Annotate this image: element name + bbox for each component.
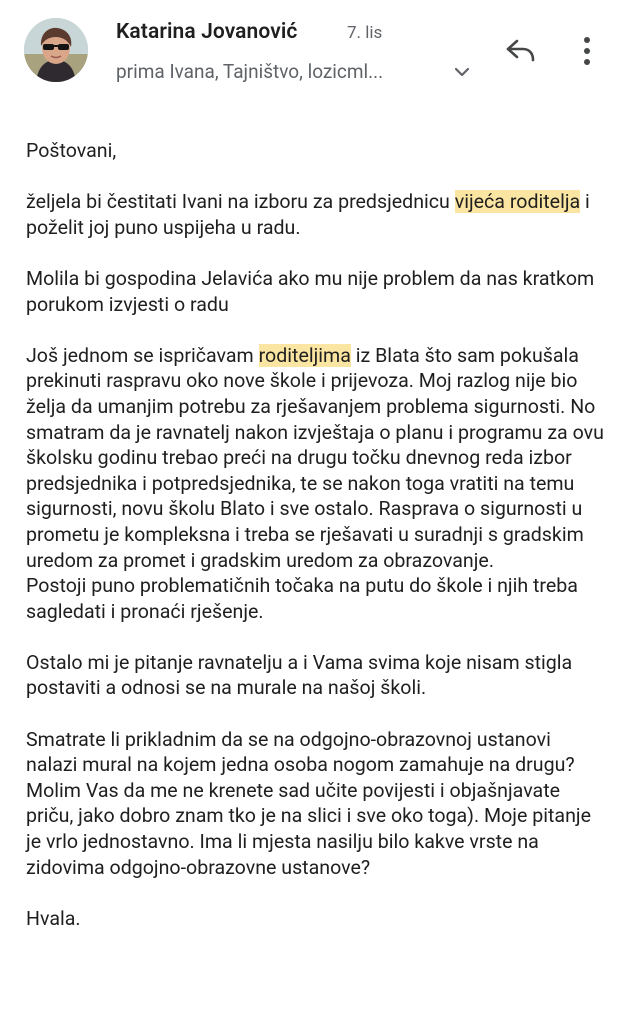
text: Još jednom se ispričavam [26,343,259,367]
text: i poželit joj puno uspijeha u radu. [26,190,590,239]
search-highlight: roditeljima [258,343,351,367]
avatar[interactable] [24,18,88,82]
sender-name[interactable]: Katarina Jovanović [116,20,298,44]
recipients-summary[interactable]: prima Ivana, Tajništvo, lozicml... [116,60,384,83]
paragraph-request: Molila bi gospodina Jelavića ako mu nije problem da nas kratkom porukom izvjesti o radu [26,266,595,316]
paragraph-congratulations [26,189,606,240]
greeting: Poštovani, [26,139,117,162]
search-highlight: vijeća roditelja [454,190,581,214]
paragraph-question [26,727,606,881]
text: Molim Vas da me ne krenete sad učite povijesti i objašnjavate priču, jako dobro znam tko je na slici i sve oko toga). Moje pitanje je vrlo jednostavno. Ima li mjesta nasilju bilo kakve vrste na zidovima odgojno-obrazovne ustanove? [26,778,591,879]
message-header [0,0,622,100]
text: željela bi čestitati Ivani na izboru za predsjednicu [26,190,455,214]
text: Smatrate li prikladnim da se na odgojno-obrazovnoj ustanovi nalazi mural na kojem jedna osoba nogom zamahuje na drugu? [26,727,575,777]
text: Postoji puno problematičnih točaka na putu do škole i njih treba sagledati i pronaći rješenje. [26,574,578,623]
text: iz Blata što sam pokušala prekinuti raspravu oko nove škole i prijevoza. Moj razlog nije bio želja da umanjim potrebu za rješavanjem problema sigurnosti. No smatram da je ravnatelj nakon izvještaja o planu i programu za ovu školsku godinu trebao preći na drugu točku dnevnog reda izbor predsjednika i potpredsjednika, te se nakon toga vratiti na temu sigurnosti, novu školu Blato i sve ostalo. Rasprava o sigurnosti u prometu je kompleksna i treba se rješavati u suradnji s gradskim uredom za promet i gradskim uredom za obrazovanje. [26,343,604,572]
paragraph-apology [26,343,606,625]
message-date: 7. lis [347,23,383,43]
closing: Hvala. [26,906,81,930]
avatar-photo [24,18,88,82]
paragraph-question-intro: Ostalo mi je pitanje ravnatelju a i Vama svima koje nisam stigla postaviti a odnosi se na murale na našoj školi. [26,650,573,700]
reply-icon[interactable] [503,35,537,65]
message-body [26,138,606,957]
chevron-down-icon[interactable] [452,62,472,82]
more-vert-icon[interactable] [575,34,599,68]
